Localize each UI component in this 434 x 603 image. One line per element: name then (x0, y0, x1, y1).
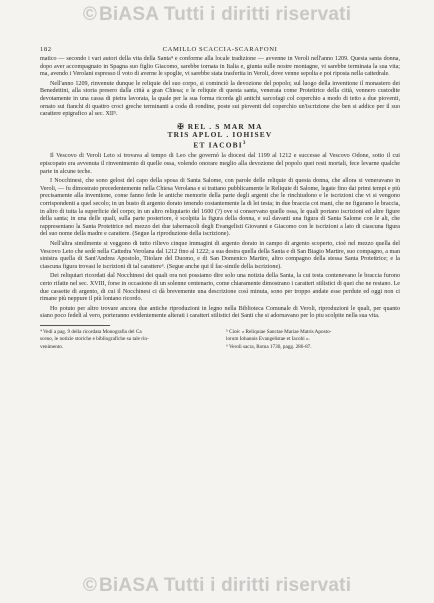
footnote-rule (40, 325, 110, 326)
document-page (40, 46, 400, 551)
watermark-bottom-text: BiASA Tutti i diritti riservati (99, 575, 352, 596)
watermark-top-text: BiASA Tutti i diritti riservati (99, 4, 352, 25)
footnotes-left (40, 329, 214, 351)
paragraph-6: Dei reliquiari ricordati dal Nocchinesi dei quali ora noi possiamo dire solo una notizia della Santa, la cui testa contenevano le braccia furono certo rifatte nel sec. XVIII, forse in occasione di un solenne centenario, come chiaramente dimostrano i caratteri stilistici di quei che ne restano. Le due cassette di argento, di cui il Nocchinesi ci dà brevemente una descrizione così minuta, sono per troppo andate esse perdute ed oggi non ci rimane più neppure il più lontano ricordo. (40, 273, 400, 303)
inscription-line-2: TRIS APLOL . IOHISEV (167, 130, 273, 140)
copyright-icon: © (82, 4, 98, 25)
footnote-line: lorum Iohannis Evangelistae et Iacobi ». (226, 336, 310, 343)
footnotes-right (226, 329, 400, 351)
copyright-icon: © (82, 575, 98, 596)
footnote-line: ⁶ Veroli sacra, Roma 1730, pagg. 286-87. (226, 343, 312, 350)
page-number: 182 (40, 46, 52, 53)
footnote-line: venimento. (40, 343, 64, 350)
footnote-line: ⁵ Cioè: « Reliquiae Sanctae Mariae Matris Aposto- (226, 328, 332, 335)
footnote-line: ⁴ Vedi a pag. 9 della ricordata Monografia del Ca (40, 328, 142, 335)
watermark-bottom (0, 575, 434, 597)
paragraph-4: I Nocchinesi, che sono gelosi del capo della sposa di Santa Salome, con parole delle reliquie di questa donna, che allora si veneravano in Veroli, — fu dimostrato precedentemente nella Chiesa Verolana e si trattano pubblicamente le Reliquie di Salome, legate fino dai primi tempi e più precisamente alla inventione, come fanno fede le antiche memorie della parte degli argenti che le rinchiudono e le iscrizioni che vi si vengono corrispondenti a quel secolo; in un busto di argento dorato tenendo costantemente la di lei testa; in due braccia coi mani, che ne figurano le braccia, in altro di tutta la superficie del corpo; in un altro reliquiario del 1600 (?) ove si conservano quelle ossa, le quali portano iscrizioni ed altre figure della santa; in una delle quali, sulla parte posteriore, è scolpita la figura della donna, e sul davanti una figura di Santa Salome con le ali, che rappresentano la Santa Protettrice nel mezzo dei due tabernacoli degli Evangelisti Giovanni e Giacomo con le iscrizioni a lato di ciascuna figura del suo nome della madre e carattere. (Segue la riproduzione della iscrizione). (40, 178, 400, 238)
paragraph-5: Nell'altra similmente si veggono di tutto rilievo cinque immagini di argento dorato in campo di argento scoperto, cioè nel mezzo quella del Vescovo Leto che sedè nella Cattedra Verolana dal 1212 fino al 1222; a sua destra quella della Santa e di San Biagio Martire, suo compagno, a man sinistra quella di Sant'Andrea Apostolo, Titolare del Duomo, e di San Domenico Martire, altro compagno della stessa Santa Protettrice; e la ciascuna figura trovasi le iscrizioni di tal carattere⁶. (Segue anche qui il fac-simile della iscrizione). (40, 240, 400, 270)
paragraph-3: Il Vescovo di Veroli Leto si trovava al tempo di Leo che governò la diocesi dal 1199 al 1212 e successe al Vescovo Odone, sotto il cui episcopato era avvenuta il rinvenimento di quelle ossa, volendo onorare meglio alla devozione del popolo quei resti mortali, fece levarne qualche parte in alcune teche. (40, 153, 400, 175)
running-title: CAMILLO SCACCIA-SCARAFONI (162, 46, 278, 53)
inscription (40, 123, 400, 150)
running-header (40, 46, 400, 56)
footnotes (40, 329, 400, 351)
inscription-line-3: ET IACOBI (193, 140, 243, 150)
inscription-line-1: ✠ REL . S MAR MA (177, 121, 263, 131)
paragraph-1: matico — secondo i vari autori della vita della Santa⁴ e conforme alla locale tradizione — avvenne in Veroli nell'anno 1209. Questa santa donna, dopo aver accompagnato in Spagna suo figlio Giacomo, sarebbe tornata in Italia e, giunta sulle nostre montagne, vi sarebbe terminata la sua vita; ma, avendo i Verolani espresso il voto di averne le spoglie, vi sarebbe stata trasferita in Veroli, dove venne sepolta e poi riposta nella cattedrale. (40, 56, 400, 78)
watermark-top (0, 4, 434, 26)
paragraph-2: Nell'anno 1209, rinvenute dunque le reliquie del suo corpo, si cominciò la devozione del popolo; sul luogo della inventione il monastero dei Benedettini, alla storia presero dalla città a gran Chiesa; e le reliquie di questa santa, venerata come Protettrice della città, vennero custodite devotamente in una cassa di pietra lavorata, la quale per la sua forma ricorda gli antichi sarcofagi col coperchio a modo di tetto a due pioventi, ornato sui fianchi di quattro croci greche terminanti a coda di rondine, poste sui pioventi del coperchio un'iscrizione che ben si addice per il suo carattere epigrafico al sec. XII⁵. (40, 80, 400, 118)
paragraph-7: Ho potuto per altro trovare ancora due antiche riproduzioni in legno nella Biblioteca Comunale di Veroli, riproduzioni le quali, per quanto siano poco fedeli al vero, porteranno evidentemente alterati i caratteri stilistici dei Santi che si adornavano per lo piu scolpite nella sua vita. (40, 305, 400, 320)
inscription-note-mark: 3 (242, 140, 247, 146)
footnote-line: sceno, le notizie storiche e bibliografiche su tale rin- (40, 336, 149, 343)
